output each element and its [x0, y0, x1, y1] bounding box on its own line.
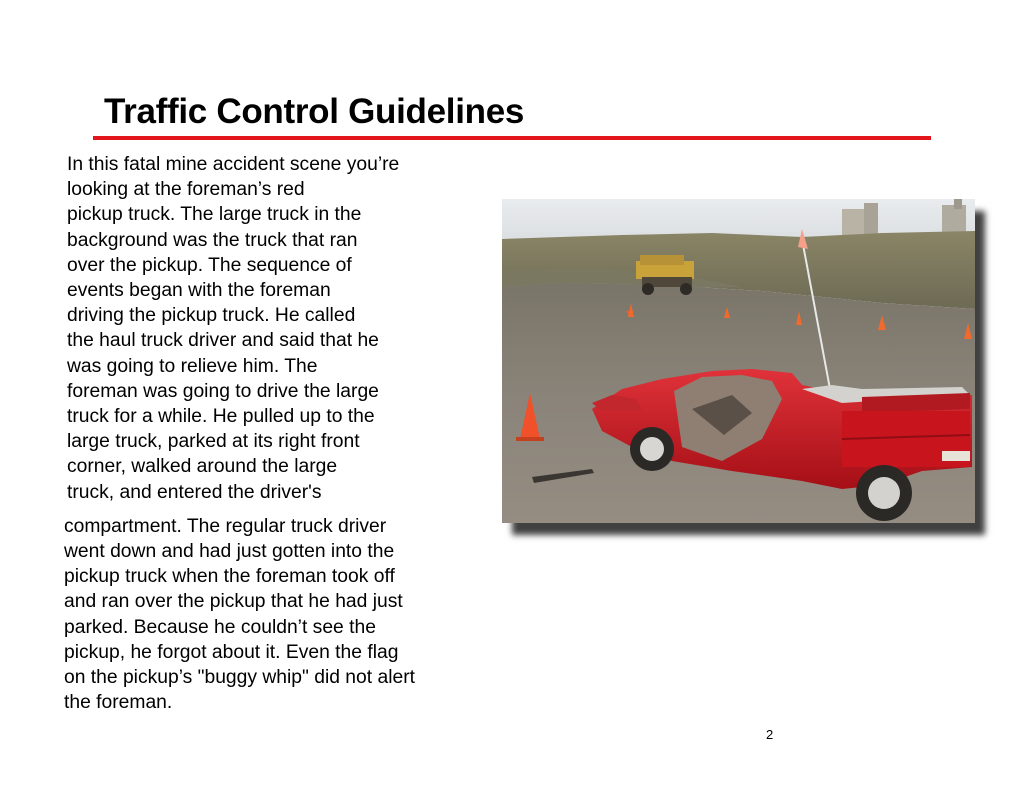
paragraph-1: In this fatal mine accident scene you’re looking at the foreman’s red pickup truck. The large truck in the background was the truck that ran over the pickup. The sequence of events began with the foreman driving the pickup truck. He called the haul truck driver and said that he was going to relieve him. The foreman was going to drive the large truck for a while. He pulled up to the large truck, parked at its right front corner, walked around the large truck, and entered the driver's — [67, 154, 400, 503]
title-underline — [93, 136, 931, 140]
accident-photo — [502, 199, 975, 523]
page-number: 2 — [766, 727, 774, 742]
body-text — [64, 152, 497, 715]
slide-title: Traffic Control Guidelines — [104, 92, 525, 131]
paragraph-2: compartment. The regular truck driver went down and had just gotten into the pickup truck when the foreman took off and ran over the pickup that he had just parked. Because he couldn’t see the pickup, he forgot about it. Even the flag on the pickup’s "buggy whip" did not alert the foreman. — [64, 515, 415, 714]
